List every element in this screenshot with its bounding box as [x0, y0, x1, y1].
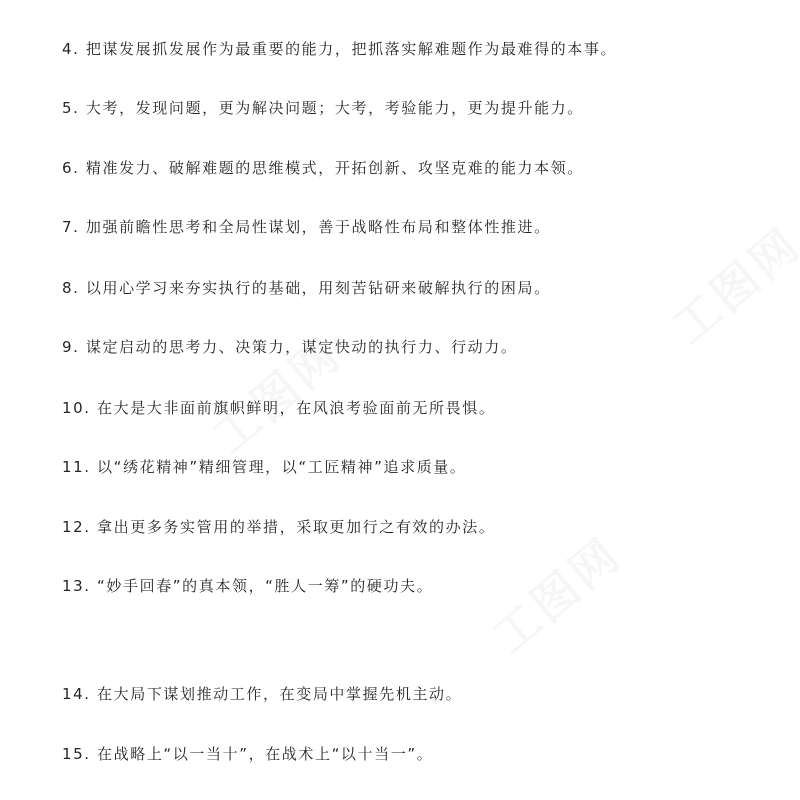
text-line: 7. 加强前瞻性思考和全局性谋划，善于战略性布局和整体性推进。 [62, 218, 551, 236]
text-line: 12. 拿出更多务实管用的举措，采取更加行之有效的办法。 [62, 518, 496, 536]
text-line: 5. 大考，发现问题，更为解决问题；大考，考验能力，更为提升能力。 [62, 99, 584, 117]
text-line: 10. 在大是大非面前旗帜鲜明，在风浪考验面前无所畏惧。 [62, 399, 496, 417]
text-line: 11. 以“绣花精神”精细管理，以“工匠精神”追求质量。 [62, 458, 467, 476]
text-line: 13. “妙手回春”的真本领，“胜人一筹”的硬功夫。 [62, 577, 434, 595]
text-line: 8. 以用心学习来夯实执行的基础，用刻苦钻研来破解执行的困局。 [62, 279, 551, 297]
watermark-logo [476, 520, 633, 667]
text-line: 14. 在大局下谋划推动工作，在变局中掌握先机主动。 [62, 685, 463, 703]
text-line: 9. 谋定启动的思考力、决策力，谋定快动的执行力、行动力。 [62, 338, 518, 356]
text-line: 4. 把谋发展抓发展作为最重要的能力，把抓落实解难题作为最难得的本事。 [62, 40, 618, 58]
text-line: 15. 在战略上“以一当十”，在战术上“以十当一”。 [62, 745, 434, 763]
text-line: 6. 精准发力、破解难题的思维模式，开拓创新、攻坚克难的能力本领。 [62, 159, 584, 177]
watermark-logo [656, 210, 800, 357]
